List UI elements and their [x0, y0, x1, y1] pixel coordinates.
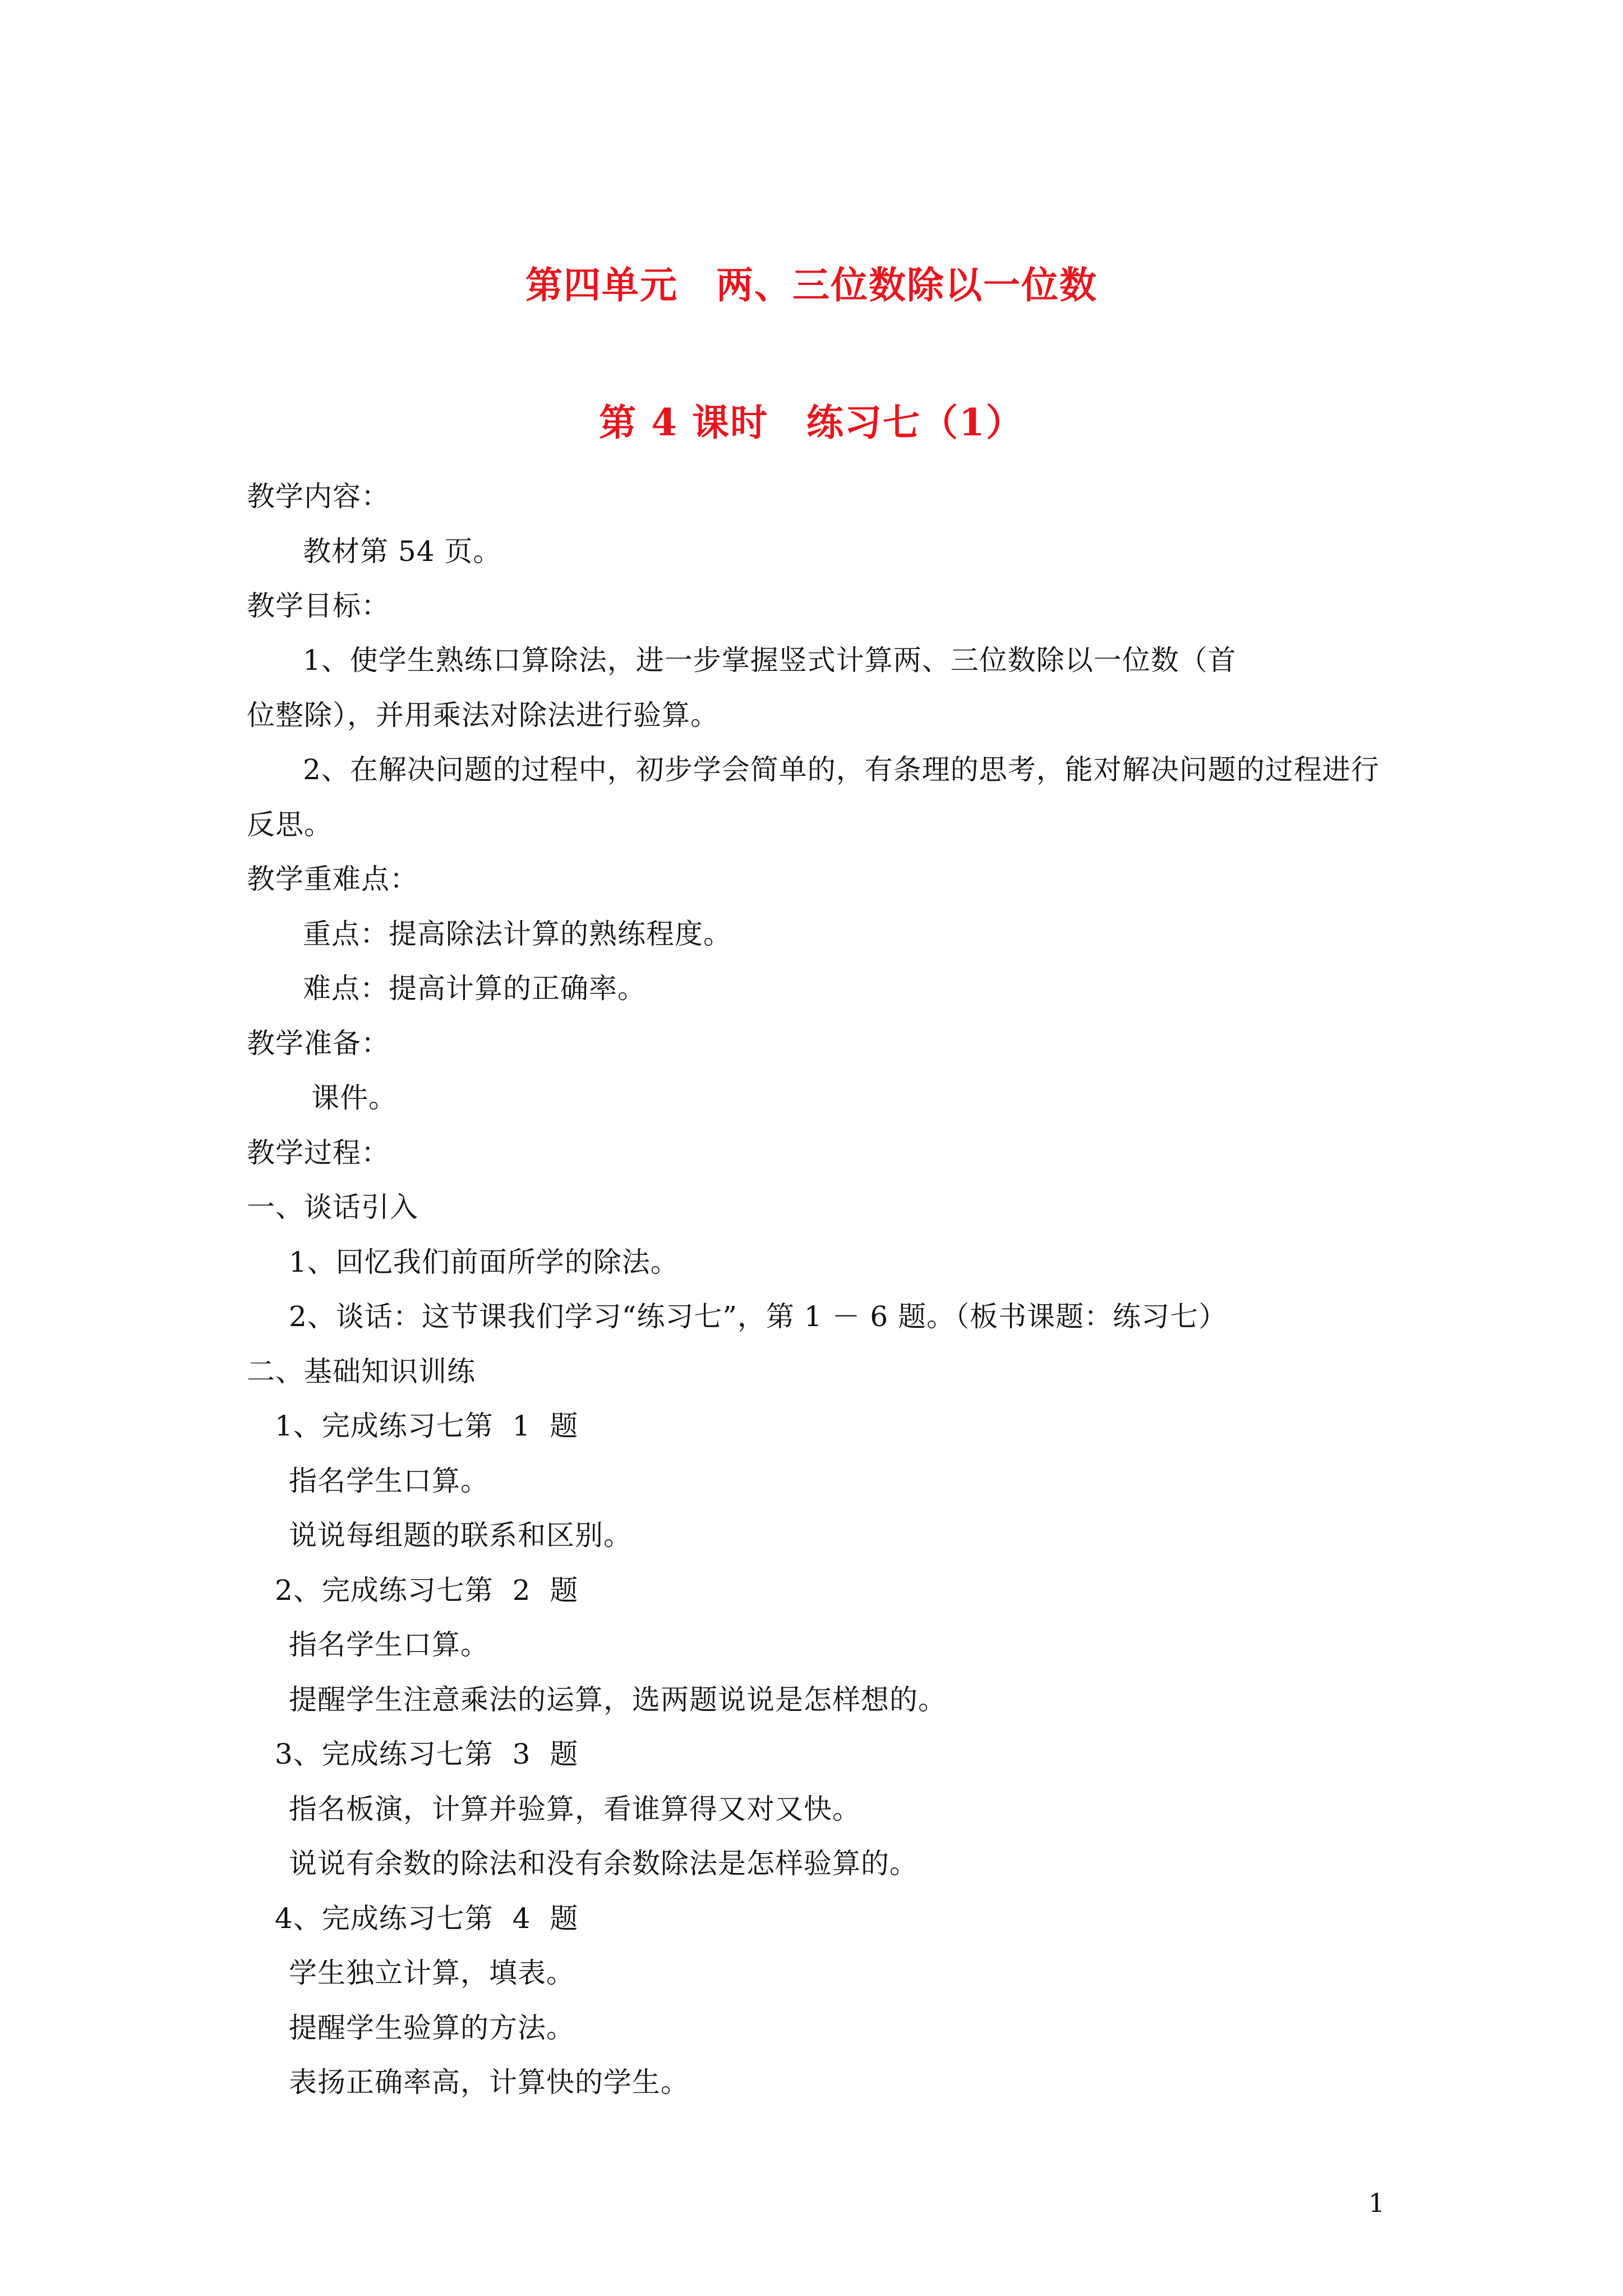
difficult-point: 难点：提高计算的正确率。 — [303, 972, 646, 1005]
preparation-text: 课件。 — [311, 1082, 397, 1114]
exercise-step: 提醒学生验算的方法。 — [289, 2012, 575, 2044]
section-heading-content: 教学内容： — [247, 480, 390, 513]
key-point: 重点：提高除法计算的熟练程度。 — [303, 918, 732, 950]
exercise-heading: 3、完成练习七第 3 题 — [275, 1738, 579, 1770]
lesson-title: 第 4 课时 练习七（1） — [599, 401, 1024, 444]
part-1-heading: 一、谈话引入 — [247, 1191, 418, 1223]
exercise-heading: 4、完成练习七第 4 题 — [275, 1902, 579, 1935]
exercise-step: 指名板演，计算并验算，看谁算得又对又快。 — [289, 1793, 861, 1825]
section-heading-key-points: 教学重难点： — [247, 863, 418, 895]
section-heading-goals: 教学目标： — [247, 590, 390, 622]
page-number: 1 — [1368, 2188, 1385, 2218]
process-step: 1、回忆我们前面所学的除法。 — [289, 1246, 679, 1278]
goal-1-line-1: 1、使学生熟练口算除法，进一步掌握竖式计算两、三位数除以一位数（首 — [303, 644, 1237, 677]
section-heading-preparation: 教学准备： — [247, 1027, 390, 1060]
exercise-step: 说说每组题的联系和区别。 — [289, 1519, 632, 1552]
unit-title: 第四单元 两、三位数除以一位数 — [525, 263, 1098, 307]
exercise-step: 指名学生口算。 — [289, 1628, 489, 1661]
exercise-step: 表扬正确率高，计算快的学生。 — [289, 2066, 689, 2099]
exercise-heading: 1、完成练习七第 1 题 — [275, 1410, 579, 1442]
goal-2-line-2: 反思。 — [247, 808, 333, 841]
exercise-step: 学生独立计算，填表。 — [289, 1957, 575, 1989]
goal-2-line-1: 2、在解决问题的过程中，初步学会简单的，有条理的思考，能对解决问题的过程进行 — [303, 753, 1380, 786]
exercise-step: 说说有余数的除法和没有余数除法是怎样验算的。 — [289, 1847, 918, 1880]
exercise-step: 指名学生口算。 — [289, 1465, 489, 1497]
exercise-heading: 2、完成练习七第 2 题 — [275, 1574, 579, 1607]
process-step: 2、谈话：这节课我们学习“练习七”，第 1 － 6 题。（板书课题：练习七） — [289, 1300, 1228, 1333]
goal-1-line-2: 位整除），并用乘法对除法进行验算。 — [247, 699, 719, 731]
content-text: 教材第 54 页。 — [303, 535, 502, 568]
part-2-heading: 二、基础知识训练 — [247, 1355, 476, 1388]
exercise-step: 提醒学生注意乘法的运算，选两题说说是怎样想的。 — [289, 1683, 947, 1716]
section-heading-process: 教学过程： — [247, 1137, 390, 1169]
